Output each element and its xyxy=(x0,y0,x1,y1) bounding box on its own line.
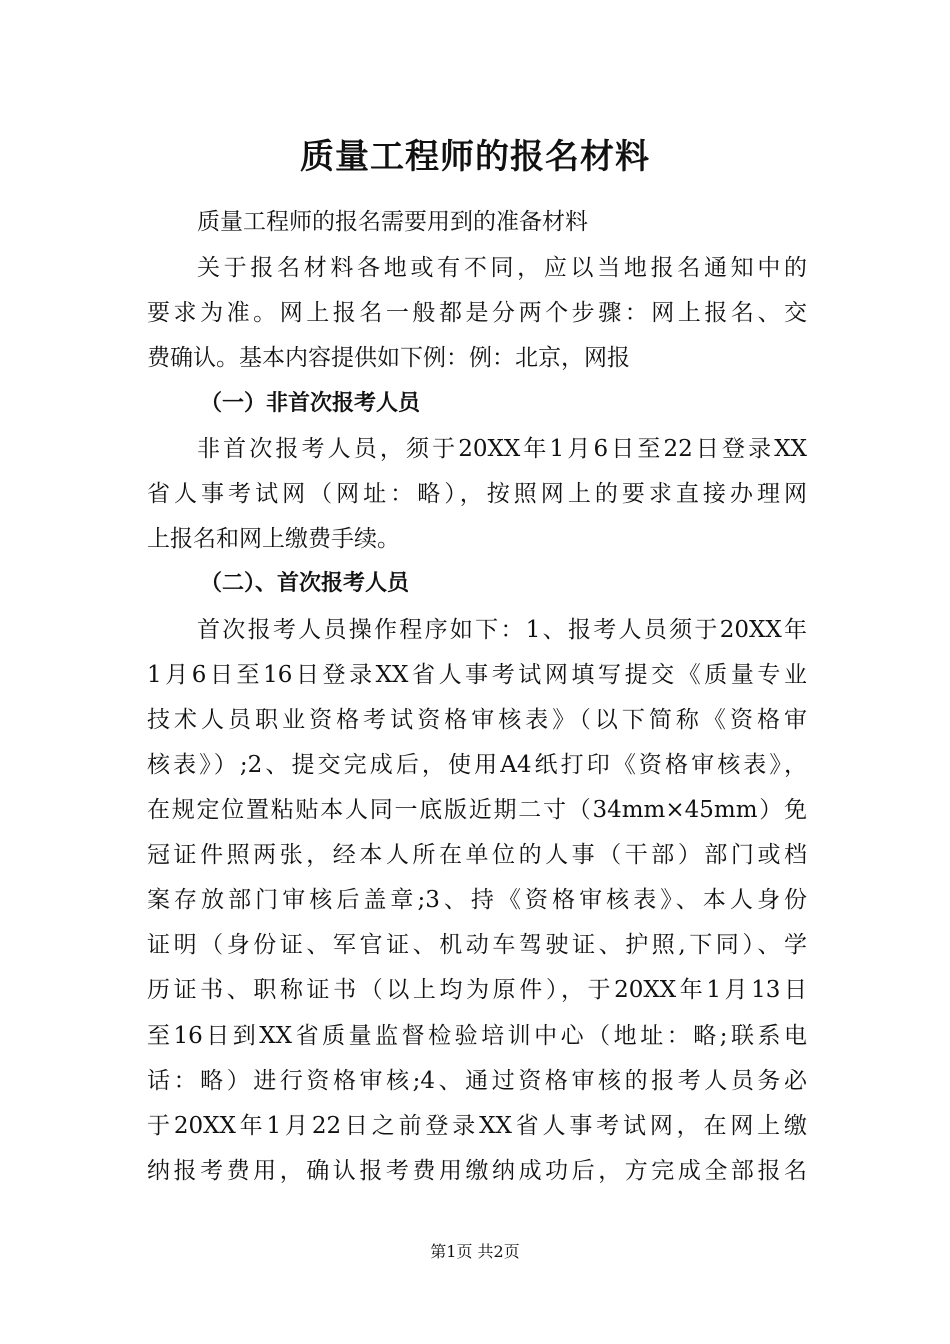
document-title: 质量工程师的报名材料 xyxy=(300,137,650,177)
intro-line-2: 要求为准。网上报名一般都是分两个步骤：网上报名、交 xyxy=(147,300,807,326)
subtitle-line: 质量工程师的报名需要用到的准备材料 xyxy=(197,209,588,235)
section2-line-9: 历证书、职称证书（以上均为原件），于20XX年1月13日 xyxy=(147,977,807,1003)
section2-line-2: 1月6日至16日登录XX省人事考试网填写提交《质量专业 xyxy=(147,662,807,688)
section2-line-10: 至16日到XX省质量监督检验培训中心（地址：略;联系电 xyxy=(147,1023,807,1049)
section2-line-3: 技术人员职业资格考试资格审核表》（以下简称《资格审 xyxy=(147,707,807,733)
intro-line-3: 费确认。基本内容提供如下例：例：北京，网报 xyxy=(147,345,630,371)
section2-line-1: 首次报考人员操作程序如下：1、报考人员须于20XX年 xyxy=(197,617,807,643)
section-heading-2: （二）、首次报考人员 xyxy=(200,571,410,596)
section2-line-6: 冠证件照两张，经本人所在单位的人事（干部）部门或档 xyxy=(147,842,807,868)
intro-line-1: 关于报名材料各地或有不同，应以当地报名通知中的 xyxy=(197,255,807,281)
section1-line-1: 非首次报考人员，须于20XX年1月6日至22日登录XX xyxy=(197,436,807,462)
section2-line-12: 于20XX年1月22日之前登录XX省人事考试网，在网上缴 xyxy=(147,1113,807,1139)
section1-line-3: 上报名和网上缴费手续。 xyxy=(147,526,400,552)
section2-line-5: 在规定位置粘贴本人同一底版近期二寸（34mm×45mm）免 xyxy=(147,797,807,823)
section2-line-8: 证明（身份证、军官证、机动车驾驶证、护照,下同）、学 xyxy=(147,932,807,958)
page-footer: 第1页 共2页 xyxy=(430,1242,520,1261)
section2-line-4: 核表》）;2、提交完成后，使用A4纸打印《资格审核表》， xyxy=(147,752,807,778)
section2-line-7: 案存放部门审核后盖章;3、持《资格审核表》、本人身份 xyxy=(147,887,807,913)
section2-line-13: 纳报考费用，确认报考费用缴纳成功后，方完成全部报名 xyxy=(147,1158,807,1184)
section2-line-11: 话：略）进行资格审核;4、通过资格审核的报考人员务必 xyxy=(147,1068,807,1094)
section1-line-2: 省人事考试网（网址：略），按照网上的要求直接办理网 xyxy=(147,481,807,507)
section-heading-1: （一）非首次报考人员 xyxy=(200,391,421,416)
